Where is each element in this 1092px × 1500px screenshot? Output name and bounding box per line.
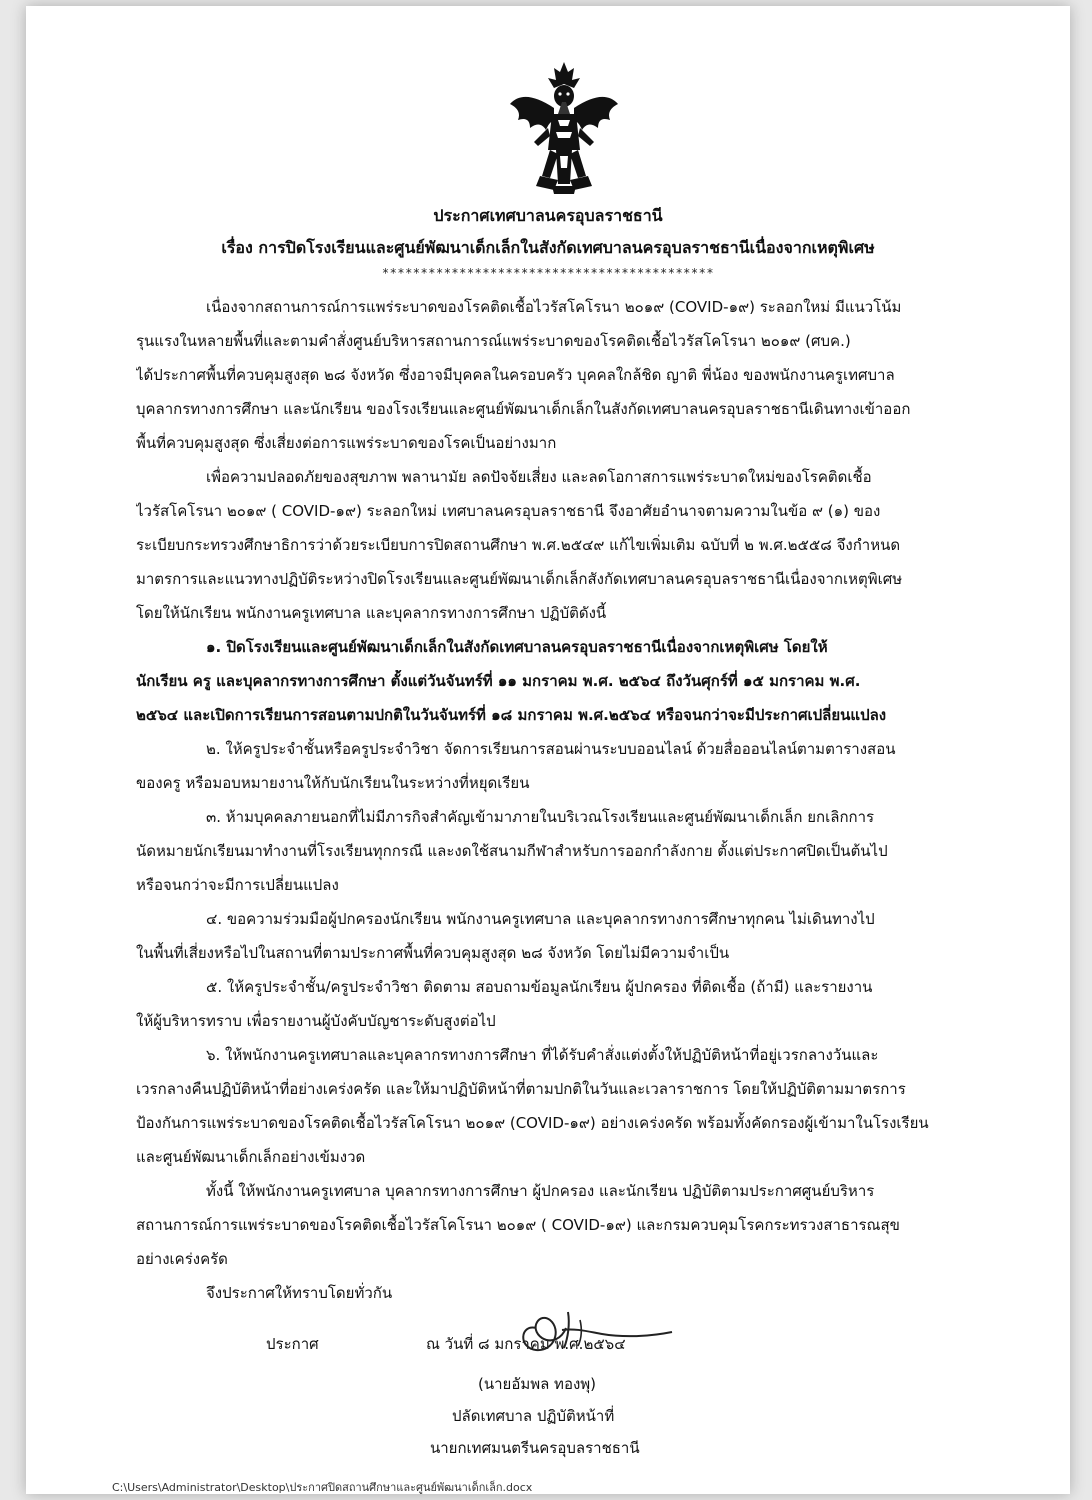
item-1-line: ๒๕๖๔ และเปิดการเรียนการสอนตามปกติในวันจันทร์ที่ ๑๘ มกราคม พ.ศ.๒๕๖๔ หรือจนกว่าจะมีประกาศเปลี่ยนแปลง	[136, 706, 887, 724]
signatory-position: ปลัดเทศบาล ปฏิบัติหน้าที่	[452, 1407, 615, 1425]
paragraph-line: รุนแรงในหลายพื้นที่และตามคำสั่งศูนย์บริหารสถานการณ์แพร่ระบาดของโรคติดเชื้อไวรัสโคโรนา ๒๐๑๙ (ศบค.)	[136, 332, 851, 350]
item-4-line: ๔. ขอความร่วมมือผู้ปกครองนักเรียน พนักงานครูเทศบาล และบุคลากรทางการศึกษาทุกคน ไม่เดินทางไป	[206, 910, 875, 928]
item-5-line: ๕. ให้ครูประจำชั้น/ครูประจำวิชา ติดตาม สอบถามข้อมูลนักเรียน ผู้ปกครอง ที่ติดเชื้อ (ถ้ามี) และรายงาน	[206, 978, 873, 996]
garuda-emblem-icon	[504, 58, 624, 196]
item-6-line: ป้องกันการแพร่ระบาดของโรคติดเชื้อไวรัสโคโรนา ๒๐๑๙ (COVID-๑๙) อย่างเคร่งครัด พร้อมทั้งคัดกรองผู้เข้ามาในโรงเรียน	[136, 1114, 929, 1132]
announcement-closing: จึงประกาศให้ทราบโดยทั่วกัน	[206, 1284, 393, 1302]
item-1-line: นักเรียน ครู และบุคลากรทางการศึกษา ตั้งแต่วันจันทร์ที่ ๑๑ มกราคม พ.ศ. ๒๕๖๔ ถึงวันศุกร์ที่ ๑๕ มกราคม พ.ศ.	[136, 672, 861, 690]
paragraph-line: ระเบียบกระทรวงศึกษาธิการว่าด้วยระเบียบการปิดสถานศึกษา พ.ศ.๒๕๔๙ แก้ไขเพิ่มเติม ฉบับที่ ๒ พ.ศ.๒๕๕๘ จึงกำหนด	[136, 536, 901, 554]
announcement-title: ประกาศเทศบาลนครอุบลราชธานี	[433, 206, 663, 225]
paragraph-line: พื้นที่ควบคุมสูงสุด ซึ่งเสี่ยงต่อการแพร่ระบาดของโรคเป็นอย่างมาก	[136, 434, 557, 452]
item-6-line: เวรกลางคืนปฏิบัติหน้าที่อย่างเคร่งครัด และให้มาปฏิบัติหน้าที่ตามปกติในวันและเวลาราชการ โดยให้ปฏิบัติตามมาตรการ	[136, 1080, 906, 1098]
signatory-title: นายกเทศมนตรีนครอุบลราชธานี	[430, 1439, 640, 1457]
announcement-subject: เรื่อง การปิดโรงเรียนและศูนย์พัฒนาเด็กเล็กในสังกัดเทศบาลนครอุบลราชธานีเนื่องจากเหตุพิเศษ	[221, 238, 875, 257]
paragraph-line: ไวรัสโคโรนา ๒๐๑๙ ( COVID-๑๙) ระลอกใหม่ เทศบาลนครอุบลราชธานี จึงอาศัยอำนาจตามความในข้อ ๙ (๑) ของ	[136, 502, 881, 520]
paragraph-line: ได้ประกาศพื้นที่ควบคุมสูงสุด ๒๘ จังหวัด ซึ่งอาจมีบุคคลในครอบครัว บุคคลใกล้ชิด ญาติ พี่น้อง ของพนักงานครูเทศบาล	[136, 366, 895, 384]
closing-line: อย่างเคร่งครัด	[136, 1250, 228, 1268]
item-5-line: ให้ผู้บริหารทราบ เพื่อรายงานผู้บังคับบัญชาระดับสูงต่อไป	[136, 1012, 496, 1030]
file-path-footer: C:\Users\Administrator\Desktop\ประกาศปิดสถานศึกษาและศูนย์พัฒนาเด็กเล็ก.docx	[112, 1481, 533, 1494]
paragraph-line: บุคลากรทางการศึกษา และนักเรียน ของโรงเรียนและศูนย์พัฒนาเด็กเล็กในสังกัดเทศบาลนครอุบลราชธานีเดินทางเข้าออก	[136, 400, 911, 418]
item-4-line: ในพื้นที่เสี่ยงหรือไปในสถานที่ตามประกาศพื้นที่ควบคุมสูงสุด ๒๘ จังหวัด โดยไม่มีความจำเป็น	[136, 944, 730, 962]
document-page	[26, 6, 1070, 1494]
item-2-line: ๒. ให้ครูประจำชั้นหรือครูประจำวิชา จัดการเรียนการสอนผ่านระบบออนไลน์ ด้วยสื่อออนไลน์ตามตารางสอน	[206, 740, 896, 758]
item-6-line: และศูนย์พัฒนาเด็กเล็กอย่างเข้มงวด	[136, 1148, 366, 1166]
item-3-line: นัดหมายนักเรียนมาทำงานที่โรงเรียนทุกกรณี และงดใช้สนามกีฬาสำหรับการออกกำลังกาย ตั้งแต่ประกาศปิดเป็นต้นไป	[136, 842, 888, 860]
item-3-line: หรือจนกว่าจะมีการเปลี่ยนแปลง	[136, 876, 339, 894]
paragraph-line: โดยให้นักเรียน พนักงานครูเทศบาล และบุคลากรทางการศึกษา ปฏิบัติดังนี้	[136, 604, 607, 622]
item-6-line: ๖. ให้พนักงานครูเทศบาลและบุคลากรทางการศึกษา ที่ได้รับคำสั่งแต่งตั้งให้ปฏิบัติหน้าที่อยู่เวรกลางวันและ	[206, 1046, 879, 1064]
separator-line: *******************************************	[381, 266, 715, 280]
signatory-name: (นายอัมพล ทองพุ)	[478, 1375, 597, 1393]
date-label: ประกาศ	[266, 1335, 319, 1353]
item-3-line: ๓. ห้ามบุคคลภายนอกที่ไม่มีภารกิจสำคัญเข้ามาภายในบริเวณโรงเรียนและศูนย์พัฒนาเด็กเล็ก ยกเลิกการ	[206, 808, 875, 826]
handwritten-signature	[506, 1298, 676, 1362]
paragraph-line: เพื่อความปลอดภัยของสุขภาพ พลานามัย ลดปัจจัยเสี่ยง และลดโอกาสการแพร่ระบาดใหม่ของโรคติดเชื้อ	[206, 468, 872, 486]
closing-line: สถานการณ์การแพร่ระบาดของโรคติดเชื้อไวรัสโคโรนา ๒๐๑๙ ( COVID-๑๙) และกรมควบคุมโรคกระทรวงสาธารณสุข	[136, 1216, 900, 1234]
paragraph-line: มาตรการและแนวทางปฏิบัติระหว่างปิดโรงเรียนและศูนย์พัฒนาเด็กเล็กสังกัดเทศบาลนครอุบลราชธานีเนื่องจากเหตุพิเศษ	[136, 570, 903, 588]
date-value: ณ วันที่ ๘ มกราคม พ.ศ.๒๕๖๔	[426, 1335, 626, 1353]
item-1-line: ๑. ปิดโรงเรียนและศูนย์พัฒนาเด็กเล็กในสังกัดเทศบาลนครอุบลราชธานีเนื่องจากเหตุพิเศษ โดยให้	[206, 638, 828, 656]
paragraph-line: เนื่องจากสถานการณ์การแพร่ระบาดของโรคติดเชื้อไวรัสโคโรนา ๒๐๑๙ (COVID-๑๙) ระลอกใหม่ มีแนวโน้ม	[206, 298, 902, 316]
item-2-line: ของครู หรือมอบหมายงานให้กับนักเรียนในระหว่างที่หยุดเรียน	[136, 774, 530, 792]
closing-line: ทั้งนี้ ให้พนักงานครูเทศบาล บุคลากรทางการศึกษา ผู้ปกครอง และนักเรียน ปฏิบัติตามประกาศศูนย์บริหาร	[206, 1182, 875, 1200]
